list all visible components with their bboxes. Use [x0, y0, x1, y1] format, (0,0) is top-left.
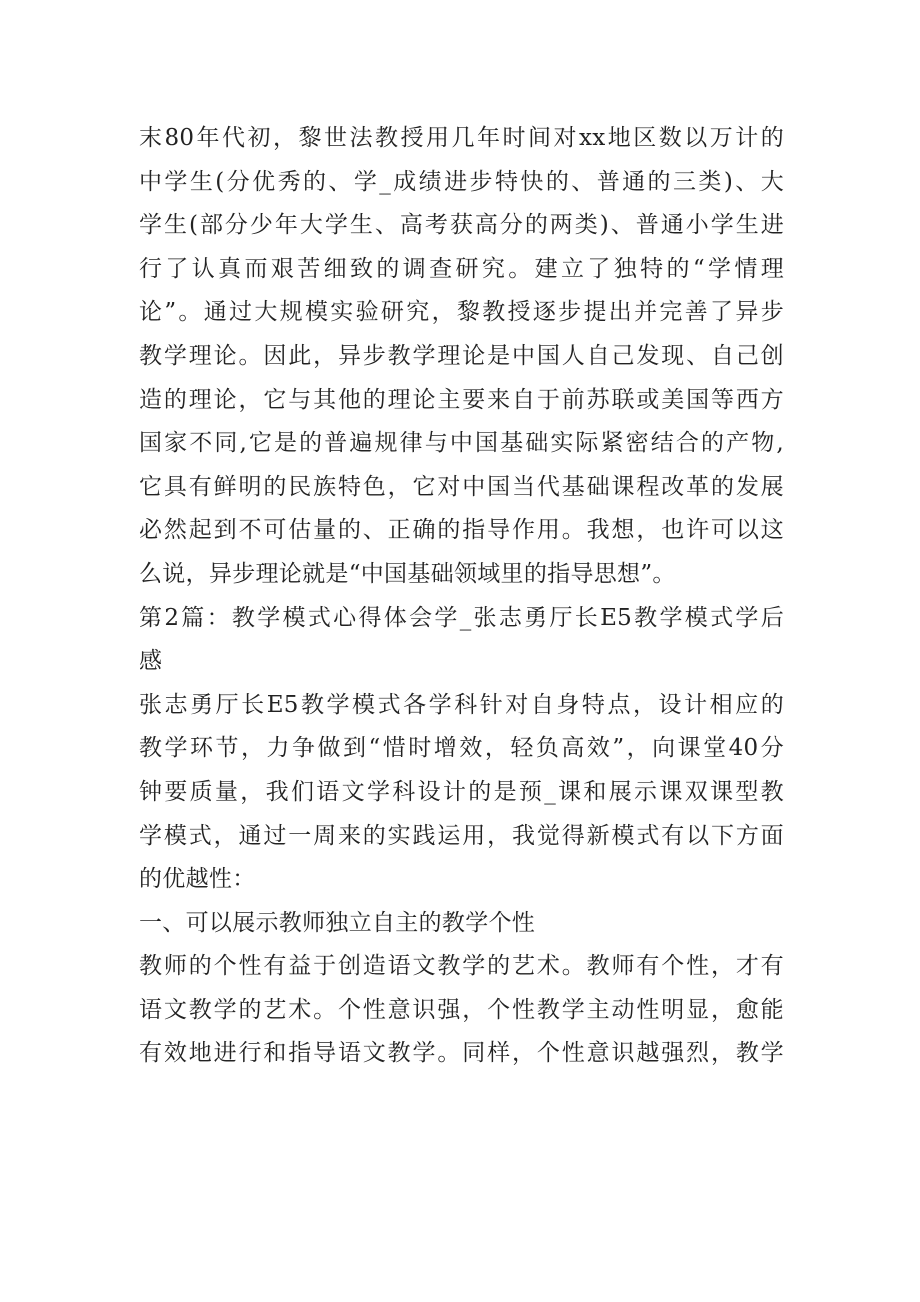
text-line: 中学生(分优秀的、学_成绩进步特快的、普通的三类)、大 [139, 168, 784, 195]
text-line: 末80年代初，黎世法教授用几年时间对xx地区数以万计的 [139, 125, 784, 151]
text-line: 教学环节，力争做到“惜时增效，轻负高效”，向课堂40分 [139, 735, 784, 762]
text-line: 必然起到不可估量的、正确的指导作用。我想，也许可以这 [139, 517, 784, 544]
text-line: 论”。通过大规模实验研究，黎教授逐步提出并完善了异步 [139, 299, 784, 326]
text-line: 教师的个性有益于创造语文教学的艺术。教师有个性，才有 [139, 953, 784, 980]
section-heading-line: 第2篇：教学模式心得体会学_张志勇厅长E5教学模式学后 [139, 604, 784, 631]
document-page [139, 117, 784, 1076]
subheading-line: 一、可以展示教师独立自主的教学个性 [139, 909, 536, 936]
text-line: 国家不同,它是的普遍规律与中国基础实际紧密结合的产物, [139, 430, 784, 457]
text-line: 张志勇厅长E5教学模式各学科针对自身特点，设计相应的 [139, 691, 784, 718]
text-line: 它具有鲜明的民族特色，它对中国当代基础课程改革的发展 [139, 473, 784, 500]
text-line: 教学理论。因此，异步教学理论是中国人自己发现、自己创 [139, 342, 784, 369]
text-line: 钟要质量，我们语文学科设计的是预_课和展示课双课型教 [139, 778, 784, 805]
text-line: 造的理论，它与其他的理论主要来自于前苏联或美国等西方 [139, 386, 784, 413]
text-line: 么说，异步理论就是“中国基础领域里的指导思想”。 [139, 560, 676, 587]
text-line: 学生(部分少年大学生、高考获高分的两类)、普通小学生进 [139, 212, 784, 239]
text-line: 语文教学的艺术。个性意识强，个性教学主动性明显，愈能 [139, 996, 784, 1023]
text-line: 的优越性： [139, 866, 256, 893]
text-line: 有效地进行和指导语文教学。同样，个性意识越强烈，教学 [139, 1040, 784, 1067]
text-line: 行了认真而艰苦细致的调查研究。建立了独特的“学情理 [139, 255, 784, 282]
section-heading-line: 感 [139, 648, 163, 675]
text-line: 学模式，通过一周来的实践运用，我觉得新模式有以下方面 [139, 822, 784, 849]
